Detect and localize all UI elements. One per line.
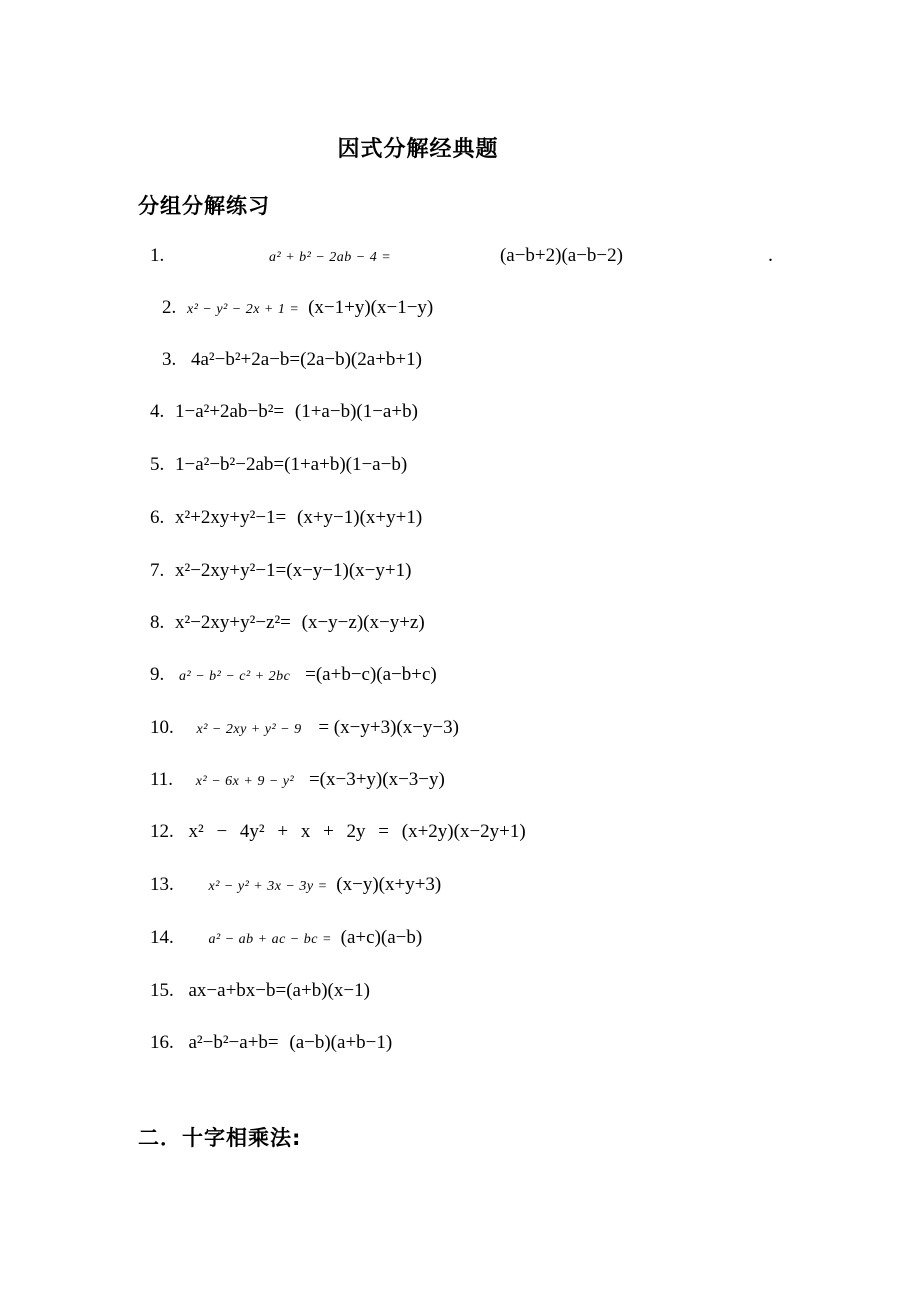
problem-answer: =(x−3+y)(x−3−y) bbox=[308, 769, 445, 790]
problem-row-14 bbox=[150, 926, 422, 952]
problem-row-15 bbox=[150, 979, 370, 1003]
problem-row-16 bbox=[150, 1031, 392, 1055]
problem-row-13 bbox=[150, 873, 441, 899]
problem-row-2 bbox=[162, 296, 433, 322]
problem-number: 16. bbox=[150, 1032, 174, 1053]
problem-number: 4. bbox=[150, 401, 165, 422]
problem-answer: (x−1+y)(x−1−y) bbox=[308, 297, 434, 318]
problem-answer: (a+c)(a−b) bbox=[340, 927, 423, 948]
problem-answer: (x+y−1)(x+y+1) bbox=[297, 507, 423, 528]
problem-expression: x² − y² − 2x + 1 = bbox=[187, 302, 300, 317]
problem-row-3 bbox=[162, 348, 422, 372]
problem-number: 9. bbox=[150, 664, 165, 685]
problem-number: 6. bbox=[150, 507, 165, 528]
problem-expression: a² − ab + ac − bc = bbox=[208, 932, 332, 947]
problem-expression: a² − b² − c² + 2bc bbox=[179, 669, 291, 684]
problem-row-5 bbox=[150, 453, 407, 477]
problem-number: 5. bbox=[150, 454, 165, 475]
problem-number: 15. bbox=[150, 980, 174, 1001]
answer-trailing-dot: . bbox=[768, 244, 773, 266]
problem-number: 11. bbox=[150, 769, 174, 790]
problem-answer: = (x−y+3)(x−y−3) bbox=[318, 717, 459, 738]
problem-answer: (a+b)(x−1) bbox=[286, 980, 370, 1001]
problem-expression: x²+2xy+y²−1= bbox=[175, 507, 287, 528]
problem-row-9 bbox=[150, 663, 437, 689]
problem-expression: x² − 6x + 9 − y² bbox=[195, 774, 295, 789]
problem-expression: a² + b² − 2ab − 4 = bbox=[269, 250, 392, 265]
problem-answer: (x−y−1)(x−y+1) bbox=[286, 560, 412, 581]
page-title: 因式分解经典题 bbox=[337, 137, 499, 162]
problem-expression: x²−2xy+y²−1= bbox=[175, 560, 287, 581]
problem-answer: (1+a+b)(1−a−b) bbox=[284, 454, 408, 475]
problem-number: 2. bbox=[162, 297, 177, 318]
problem-answer: (1+a−b)(1−a+b) bbox=[294, 401, 418, 422]
problem-answer: (x+2y)(x−2y+1) bbox=[401, 821, 526, 842]
problem-expression: 4a²−b²+2a−b= bbox=[191, 349, 301, 370]
problem-row-1 bbox=[150, 244, 623, 270]
problem-expression: 1−a²+2ab−b²= bbox=[175, 401, 285, 422]
problem-number: 13. bbox=[150, 874, 174, 895]
problem-answer: (a−b+2)(a−b−2) bbox=[499, 245, 623, 266]
problem-expression: x² − 4y² + x + 2y = bbox=[188, 821, 390, 842]
problem-row-12 bbox=[150, 820, 526, 844]
problem-answer: (a−b)(a+b−1) bbox=[289, 1032, 393, 1053]
problem-answer: (2a−b)(2a+b+1) bbox=[300, 349, 422, 370]
problem-row-10 bbox=[150, 716, 459, 742]
problem-number: 12. bbox=[150, 821, 174, 842]
problem-answer: (x−y−z)(x−y+z) bbox=[301, 612, 425, 633]
problem-expression: ax−a+bx−b= bbox=[188, 980, 287, 1001]
problem-answer: =(a+b−c)(a−b+c) bbox=[305, 664, 437, 685]
problem-expression: x² − 2xy + y² − 9 bbox=[196, 722, 302, 737]
problem-expression: 1−a²−b²−2ab= bbox=[175, 454, 285, 475]
problem-number: 3. bbox=[162, 349, 177, 370]
problem-number: 1. bbox=[150, 245, 165, 266]
problem-expression: a²−b²−a+b= bbox=[188, 1032, 279, 1053]
problem-answer: (x−y)(x+y+3) bbox=[336, 874, 442, 895]
problem-number: 8. bbox=[150, 612, 165, 633]
problem-row-8 bbox=[150, 611, 425, 635]
problem-number: 7. bbox=[150, 560, 165, 581]
problem-number: 14. bbox=[150, 927, 174, 948]
problem-row-4 bbox=[150, 400, 418, 424]
problem-row-11 bbox=[150, 768, 445, 794]
problem-row-7 bbox=[150, 559, 411, 583]
section-heading-cross-multiplication: 二．十字相乘法: bbox=[138, 1126, 302, 1150]
problem-expression: x² − y² + 3x − 3y = bbox=[208, 879, 328, 894]
section-heading-grouping: 分组分解练习 bbox=[138, 194, 270, 218]
problem-row-6 bbox=[150, 506, 422, 530]
problem-expression: x²−2xy+y²−z²= bbox=[175, 612, 291, 633]
problem-number: 10. bbox=[150, 717, 174, 738]
